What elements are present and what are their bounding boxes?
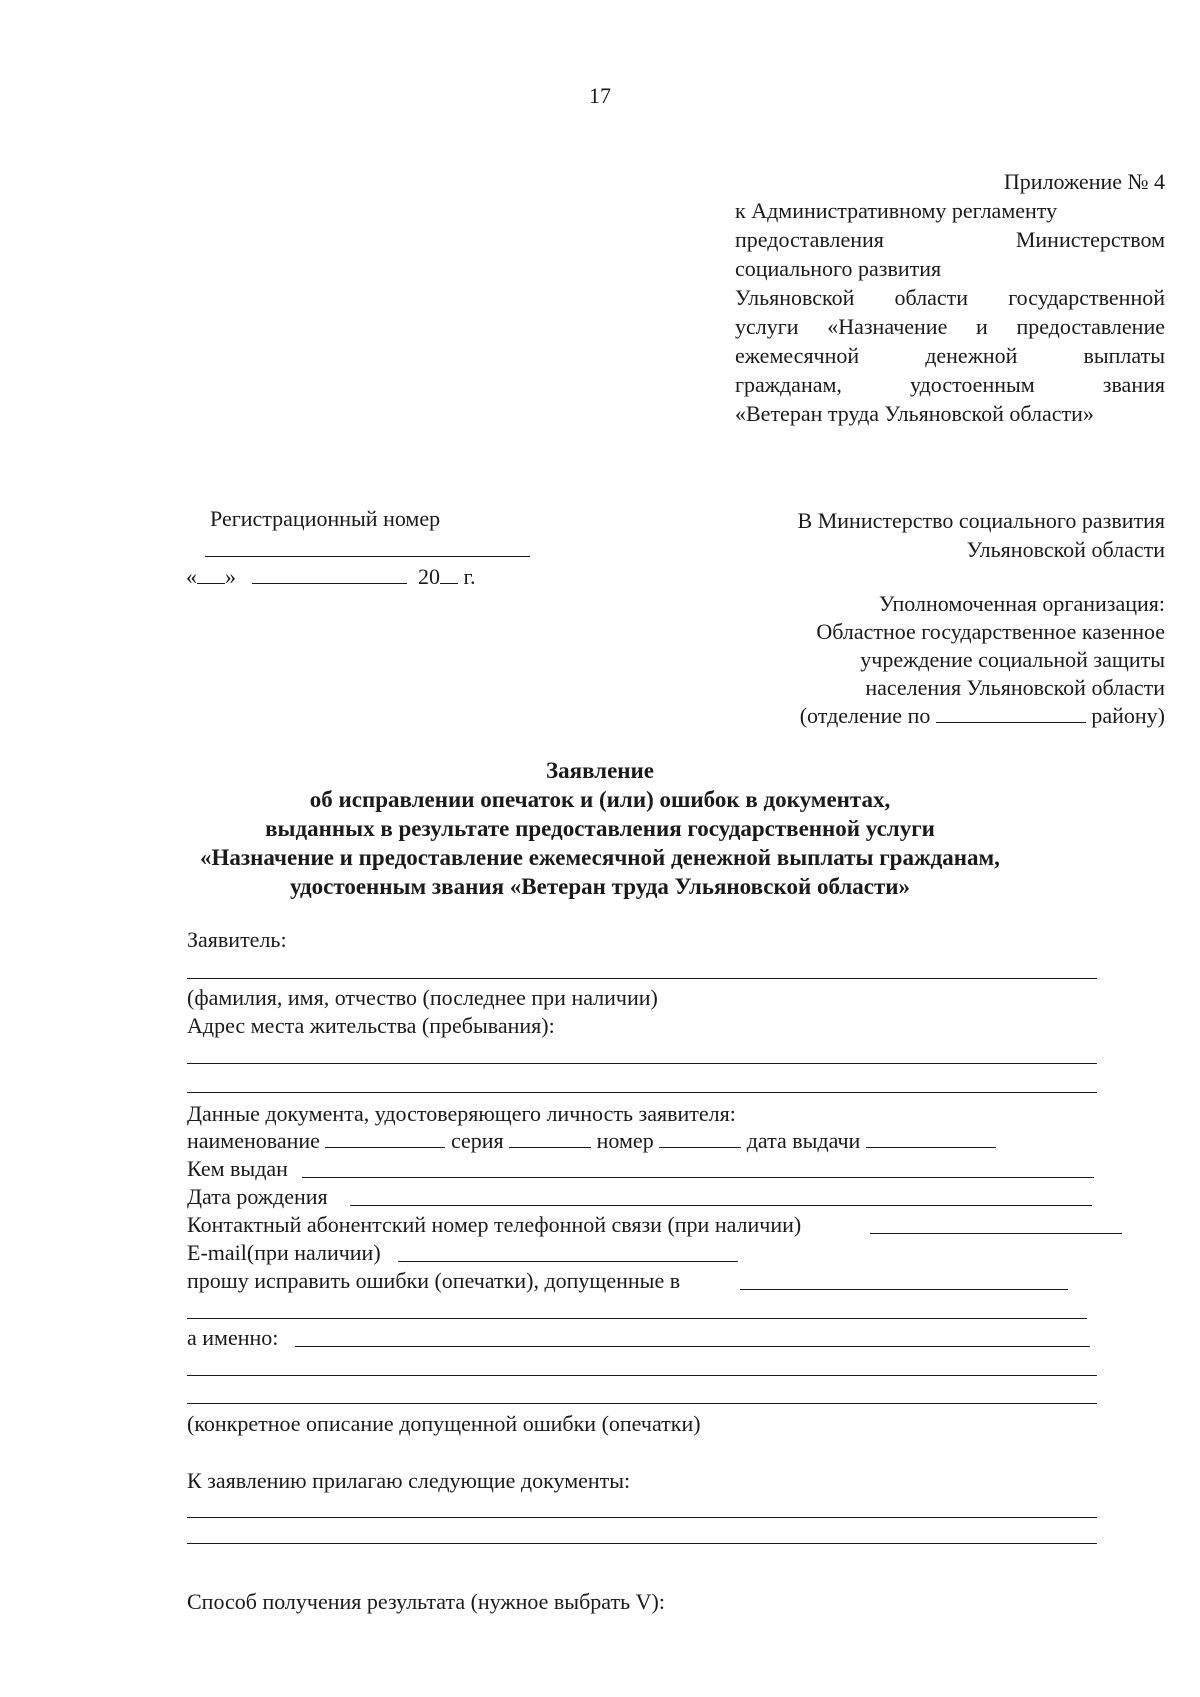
appendix-line: «Ветеран труда Ульяновской области» [735,401,1094,426]
issued-by-field[interactable] [302,1177,1094,1178]
id-doc-label: Данные документа, удостоверяющего личность заявителя: [187,1101,736,1126]
appendix-heading: Приложение № 4 [1003,169,1165,194]
addressee-line: Ульяновской области [966,537,1165,562]
doc-name-field[interactable] [325,1127,445,1148]
day-field[interactable] [197,563,225,584]
error-description-field-2[interactable] [187,1375,1097,1376]
error-description-field-1[interactable] [295,1346,1090,1347]
title-line: об исправлении опечаток и (или) ошибок в документах, [309,787,891,812]
email-label: E-mail(при наличии) [187,1240,381,1265]
title-line: Заявление [545,758,655,783]
appendix-line: социального развития [735,256,942,281]
month-field[interactable] [252,563,407,584]
address-label: Адрес места жительства (пребывания): [187,1013,555,1038]
org-label: Уполномоченная организация: [878,591,1165,616]
attachments-field-2[interactable] [187,1543,1097,1544]
org-line: населения Ульяновской области [865,675,1165,700]
page-number: 17 [589,83,611,108]
doc-series-field[interactable] [509,1127,591,1148]
appendix-line: к Административному регламенту [735,198,1058,223]
issued-by-label: Кем выдан [187,1156,288,1181]
birth-date-field[interactable] [350,1205,1092,1206]
document-name-field[interactable] [740,1289,1068,1290]
address-field-1[interactable] [187,1063,1097,1064]
district-field[interactable] [936,702,1086,723]
id-doc-row: наименование серия номер дата выдачи [187,1127,996,1155]
appendix-line: предоставления Министерством [735,227,1165,252]
namely-label: а именно: [187,1325,279,1350]
applicant-label: Заявитель: [187,927,287,952]
doc-date-field[interactable] [866,1127,996,1148]
doc-number-field[interactable] [659,1127,741,1148]
addressee-line: В Министерство социального развития [797,508,1165,533]
org-line: учреждение социальной защиты [860,647,1165,672]
registration-date: « » 20 г. [186,564,476,589]
error-hint: (конкретное описание допущенной ошибки (опечатки) [187,1411,701,1436]
title-line: выданных в результате предоставления государственной услуги [265,816,935,841]
org-line: Областное государственное казенное [816,619,1165,644]
email-field[interactable] [398,1261,738,1262]
registration-number-field[interactable] [205,556,530,557]
title-line: «Назначение и предоставление ежемесячной денежной выплаты гражданам, [200,845,1000,870]
applicant-name-field[interactable] [187,978,1097,979]
department-line: (отделение по району) [799,703,1165,728]
fix-request-label: прошу исправить ошибки (опечатки), допущенные в [187,1268,681,1293]
attachments-label: К заявлению прилагаю следующие документы: [187,1468,631,1493]
year-field[interactable] [440,563,458,584]
appendix-line: ежемесячной денежной выплаты [735,343,1165,368]
phone-label: Контактный абонентский номер телефонной связи (при наличии) [187,1212,802,1237]
appendix-line: услуги «Назначение и предоставление [735,314,1165,339]
registration-label: Регистрационный номер [210,506,441,531]
fio-hint: (фамилия, имя, отчество (последнее при наличии) [187,985,658,1010]
address-field-2[interactable] [187,1092,1097,1093]
document-name-field-2[interactable] [187,1318,1087,1319]
phone-field[interactable] [870,1233,1122,1234]
appendix-line: Ульяновской области государственной [735,285,1165,310]
appendix-line: гражданам, удостоенным звания [735,372,1165,397]
attachments-field-1[interactable] [187,1517,1097,1518]
birth-date-label: Дата рождения [187,1184,328,1209]
title-line: удостоенным звания «Ветеран труда Ульяновской области» [289,874,911,899]
result-method-label: Способ получения результата (нужное выбрать V): [187,1589,665,1614]
error-description-field-3[interactable] [187,1403,1097,1404]
